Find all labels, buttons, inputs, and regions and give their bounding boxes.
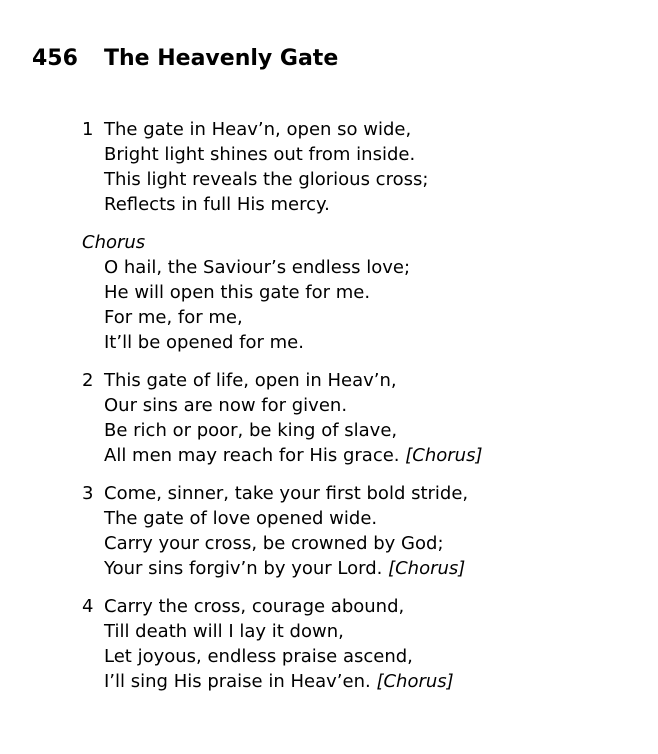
hymn-lyrics <box>82 117 482 707</box>
hymn-number: 456 <box>32 46 78 71</box>
lyric-line: He will open this gate for me. <box>104 282 371 303</box>
lyric-line: It’ll be opened for me. <box>104 332 304 353</box>
chorus <box>82 230 482 355</box>
stanza-1 <box>82 117 482 217</box>
stanza-4 <box>82 594 482 694</box>
lyric-line: The gate of love opened wide. <box>104 508 378 529</box>
chorus-reference: [Chorus] <box>405 445 483 466</box>
lyric-line: Let joyous, endless praise ascend, <box>104 646 413 667</box>
lyric-line: O hail, the Saviour’s endless love; <box>104 257 411 278</box>
lyric-line: The gate in Heav’n, open so wide, <box>104 119 412 140</box>
lyric-line: Bright light shines out from inside. <box>104 144 416 165</box>
stanza-number: 2 <box>82 370 94 391</box>
lyric-line: Carry the cross, courage abound, <box>104 596 405 617</box>
lyric-line: Carry your cross, be crowned by God; <box>104 533 444 554</box>
lyric-text: Your sins forgiv’n by your Lord. <box>104 558 383 579</box>
lyric-line: Till death will I lay it down, <box>104 621 344 642</box>
hymn-title: The Heavenly Gate <box>104 46 339 71</box>
lyric-line-with-chorus-ref <box>82 669 482 694</box>
lyric-line: This light reveals the glorious cross; <box>104 169 429 190</box>
lyric-line: Come, sinner, take your first bold stride, <box>104 483 469 504</box>
lyric-text: All men may reach for His grace. <box>104 445 400 466</box>
lyric-line: Reflects in full His mercy. <box>104 194 330 215</box>
stanza-3 <box>82 481 482 581</box>
stanza-number: 3 <box>82 483 94 504</box>
stanza-number: 1 <box>82 119 94 140</box>
lyric-line: For me, for me, <box>104 307 243 328</box>
lyric-line-with-chorus-ref <box>82 556 482 581</box>
stanza-number: 4 <box>82 596 94 617</box>
lyric-line-with-chorus-ref <box>82 443 482 468</box>
hymn-header <box>32 44 338 74</box>
lyric-line: Be rich or poor, be king of slave, <box>104 420 398 441</box>
lyric-text: I’ll sing His praise in Heav’en. <box>104 671 371 692</box>
chorus-reference: [Chorus] <box>376 671 454 692</box>
chorus-reference: [Chorus] <box>388 558 466 579</box>
stanza-2 <box>82 368 482 468</box>
lyric-line: This gate of life, open in Heav’n, <box>104 370 397 391</box>
lyric-line: Our sins are now for given. <box>104 395 348 416</box>
chorus-label: Chorus <box>82 232 146 253</box>
